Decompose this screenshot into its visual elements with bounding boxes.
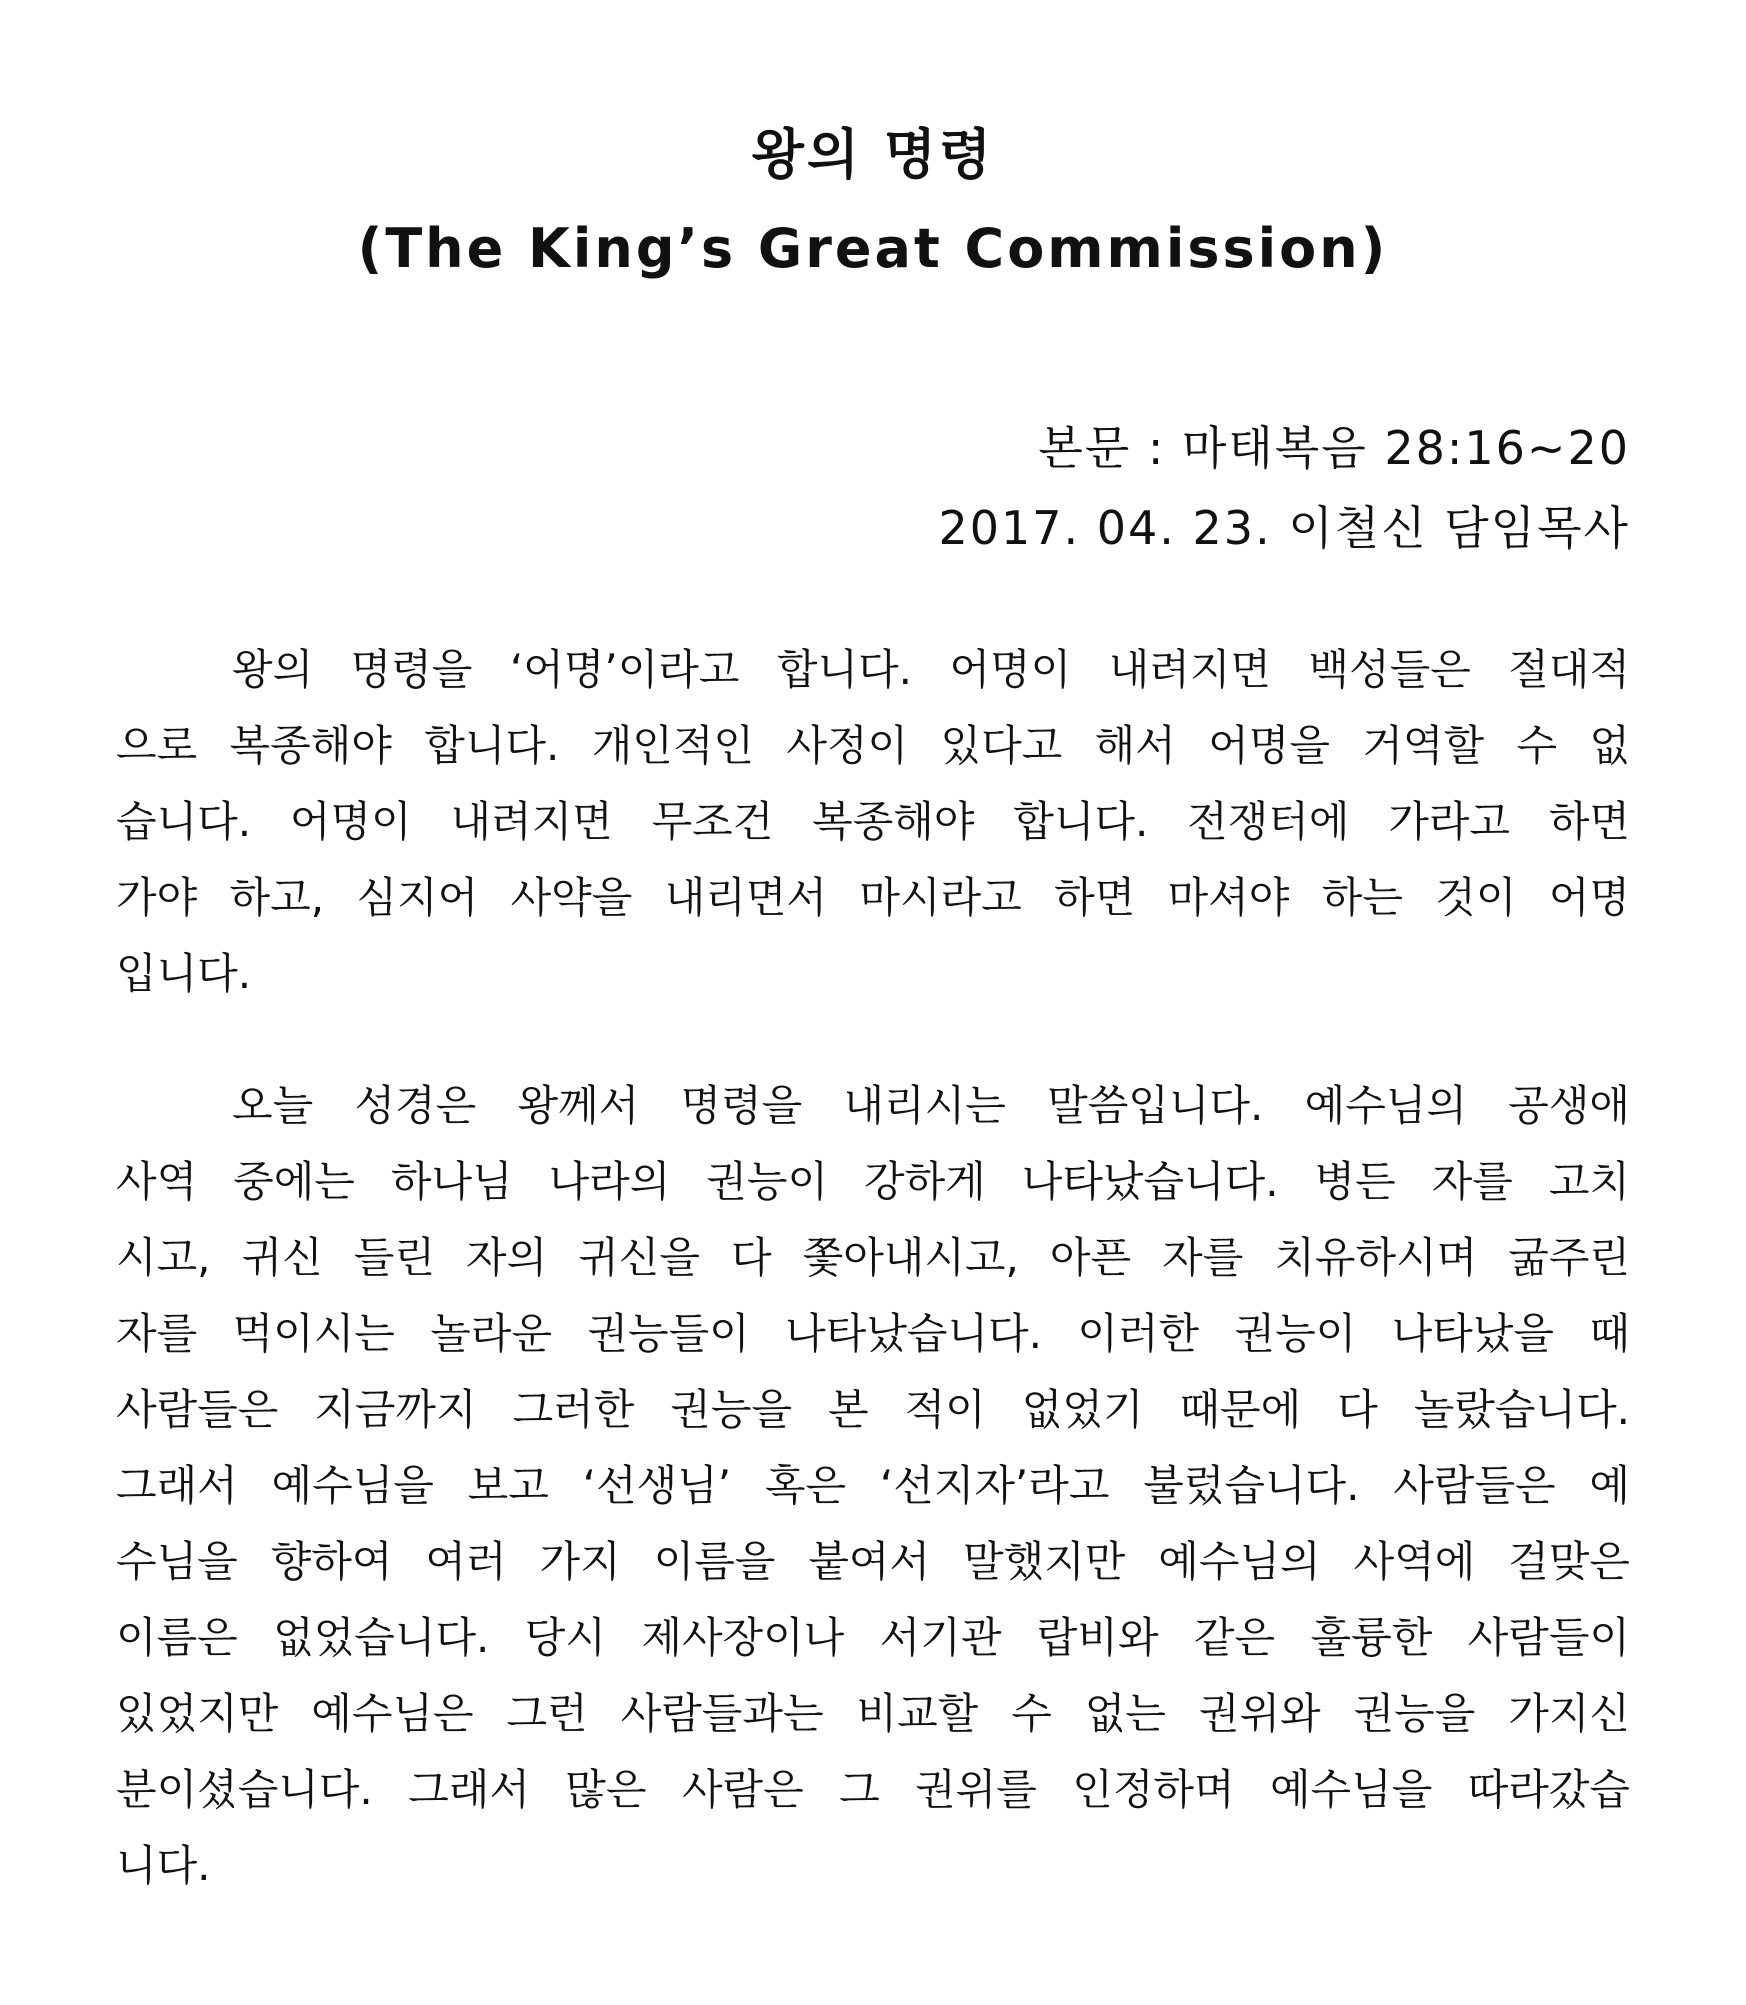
paragraph-line: 이름은 없었습니다. 당시 제사장이나 서기관 랍비와 같은 훌륭한 사람들이 [116,1613,1630,1662]
paragraph-line: 수님을 향하여 여러 가지 이름을 붙여서 말했지만 예수님의 사역에 걸맞은 [116,1537,1630,1586]
paragraph-line: 니다. [116,1841,211,1890]
paragraph-line: 오늘 성경은 왕께서 명령을 내리시는 말씀입니다. 예수님의 공생애 [232,1081,1630,1130]
title-korean: 왕의 명령 [751,123,995,186]
paragraph-1 [116,632,1630,1012]
paragraph-line: 가야 하고, 심지어 사약을 내리면서 마시라고 하면 마셔야 하는 것이 어명 [116,873,1630,922]
paragraph-line: 습니다. 어명이 내려지면 무조건 복종해야 합니다. 전쟁터에 가라고 하면 [116,797,1630,846]
title-block [0,108,1746,296]
paragraph-line: 분이셨습니다. 그래서 많은 사람은 그 권위를 인정하며 예수님을 따라갔습 [116,1765,1630,1814]
paragraph-line: 사람들은 지금까지 그러한 권능을 본 적이 없었기 때문에 다 놀랐습니다. [116,1385,1630,1434]
scripture-reference: 본문 : 마태복음 28:16~20 [1038,421,1630,475]
title-english: (The King’s Great Commission) [357,217,1389,280]
sermon-meta [938,408,1630,568]
paragraph-line: 시고, 귀신 들린 자의 귀신을 다 쫓아내시고, 아픈 자를 치유하시며 굶주린 [116,1233,1630,1282]
paragraph-line: 입니다. [116,949,252,998]
paragraph-line: 으로 복종해야 합니다. 개인적인 사정이 있다고 해서 어명을 거역할 수 없 [116,721,1630,770]
paragraph-line: 있었지만 예수님은 그런 사람들과는 비교할 수 없는 권위와 권능을 가지신 [116,1689,1630,1738]
paragraph-line: 자를 먹이시는 놀라운 권능들이 나타났습니다. 이러한 권능이 나타났을 때 [116,1309,1630,1358]
paragraph-line: 왕의 명령을 ‘어명’이라고 합니다. 어명이 내려지면 백성들은 절대적 [232,645,1630,694]
paragraph-2 [116,1068,1630,1904]
date-author: 2017. 04. 23. 이철신 담임목사 [938,501,1630,555]
paragraph-line: 사역 중에는 하나님 나라의 권능이 강하게 나타났습니다. 병든 자를 고치 [116,1157,1630,1206]
paragraph-line: 그래서 예수님을 보고 ‘선생님’ 혹은 ‘선지자’라고 불렀습니다. 사람들은 예 [116,1461,1630,1510]
